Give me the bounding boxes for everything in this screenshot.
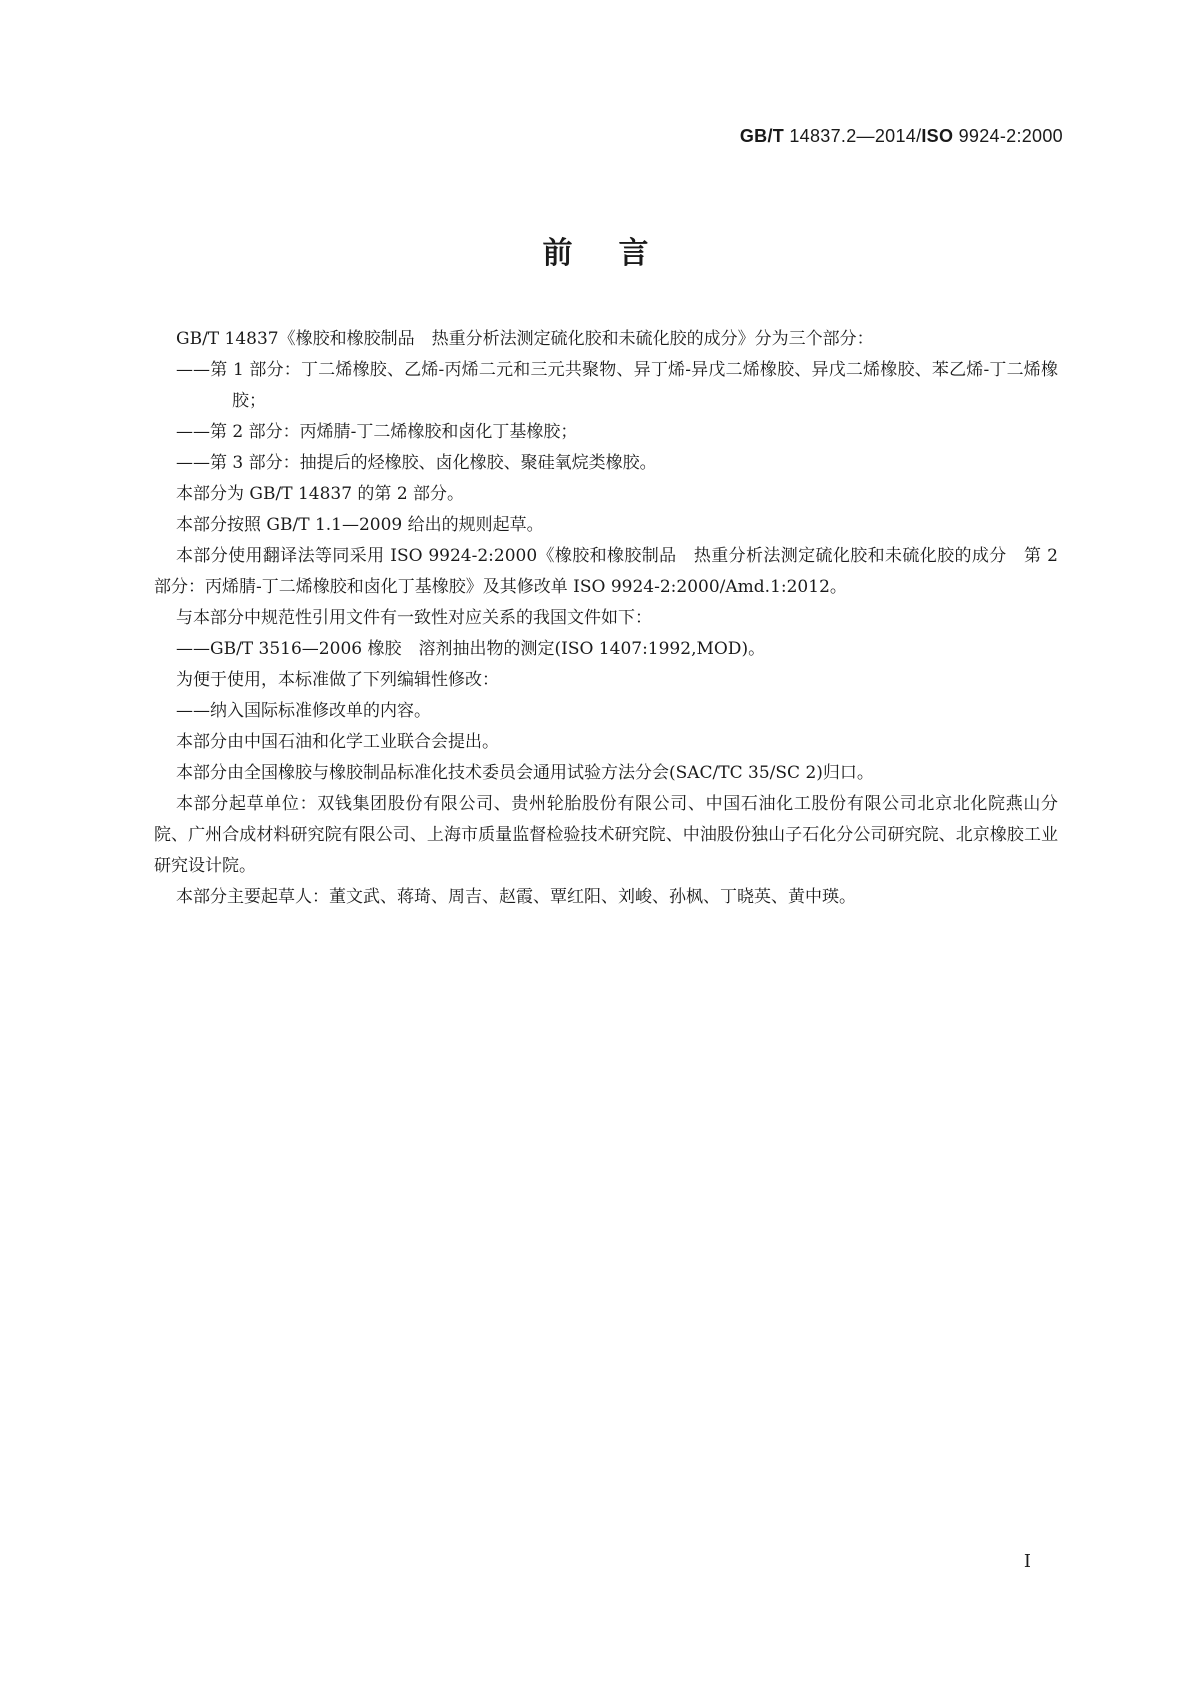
paragraph-adoption: 本部分使用翻译法等同采用 ISO 9924-2:2000《橡胶和橡胶制品 热重分析法测定硫化胶和未硫化胶的成分 第 2 部分：丙烯腈-丁二烯橡胶和卤化丁基橡胶》及其修改单 ISO 9924-2:2000/Amd.1:2012。 <box>154 546 1058 597</box>
header-code-number: 14837.2—2014/ <box>784 126 922 146</box>
list-item-part-2: ——第 2 部分：丙烯腈-丁二烯橡胶和卤化丁基橡胶； <box>176 422 578 442</box>
paragraph-editorial: 为便于使用，本标准做了下列编辑性修改： <box>176 670 499 690</box>
page-title: 前言 <box>542 236 695 271</box>
paragraph-drafting-rules: 本部分按照 GB/T 1.1—2009 给出的规则起草。 <box>176 515 544 535</box>
header-iso-number: 9924-2:2000 <box>953 126 1063 146</box>
list-item-part-3: ——第 3 部分：抽提后的烃橡胶、卤化橡胶、聚硅氧烷类橡胶。 <box>176 453 657 473</box>
paragraph-part-statement: 本部分为 GB/T 14837 的第 2 部分。 <box>176 484 465 504</box>
paragraph-drafting-units: 本部分起草单位：双钱集团股份有限公司、贵州轮胎股份有限公司、中国石油化工股份有限公司北京北化院燕山分院、广州合成材料研究院有限公司、上海市质量监督检验技术研究院、中油股份独山子石化分公司研究院、北京橡胶工业研究设计院。 <box>154 794 1058 876</box>
list-item-part-1: ——第 1 部分：丁二烯橡胶、乙烯-丙烯二元和三元共聚物、异丁烯-异戊二烯橡胶、异戊二烯橡胶、苯乙烯-丁二烯橡胶； <box>176 360 1058 411</box>
document-body <box>154 324 1058 913</box>
list-item-editorial: ——纳入国际标准修改单的内容。 <box>176 701 431 721</box>
page-number: I <box>1023 1551 1031 1572</box>
standard-number-header <box>740 126 1063 147</box>
intro-paragraph: GB/T 14837《橡胶和橡胶制品 热重分析法测定硫化胶和未硫化胶的成分》分为三个部分： <box>176 329 874 349</box>
paragraph-normative-refs: 与本部分中规范性引用文件有一致性对应关系的我国文件如下： <box>176 608 652 628</box>
header-iso-prefix: ISO <box>921 126 954 146</box>
paragraph-drafters: 本部分主要起草人：董文武、蒋琦、周吉、赵霞、覃红阳、刘峻、孙枫、丁晓英、黄中瑛。 <box>176 887 856 907</box>
paragraph-proposed-by: 本部分由中国石油和化学工业联合会提出。 <box>176 732 499 752</box>
paragraph-responsible: 本部分由全国橡胶与橡胶制品标准化技术委员会通用试验方法分会(SAC/TC 35/SC 2)归口。 <box>176 763 874 783</box>
header-code-prefix: GB/T <box>739 126 785 146</box>
list-item-ref: ——GB/T 3516—2006 橡胶 溶剂抽出物的测定(ISO 1407:1992,MOD)。 <box>176 639 766 659</box>
